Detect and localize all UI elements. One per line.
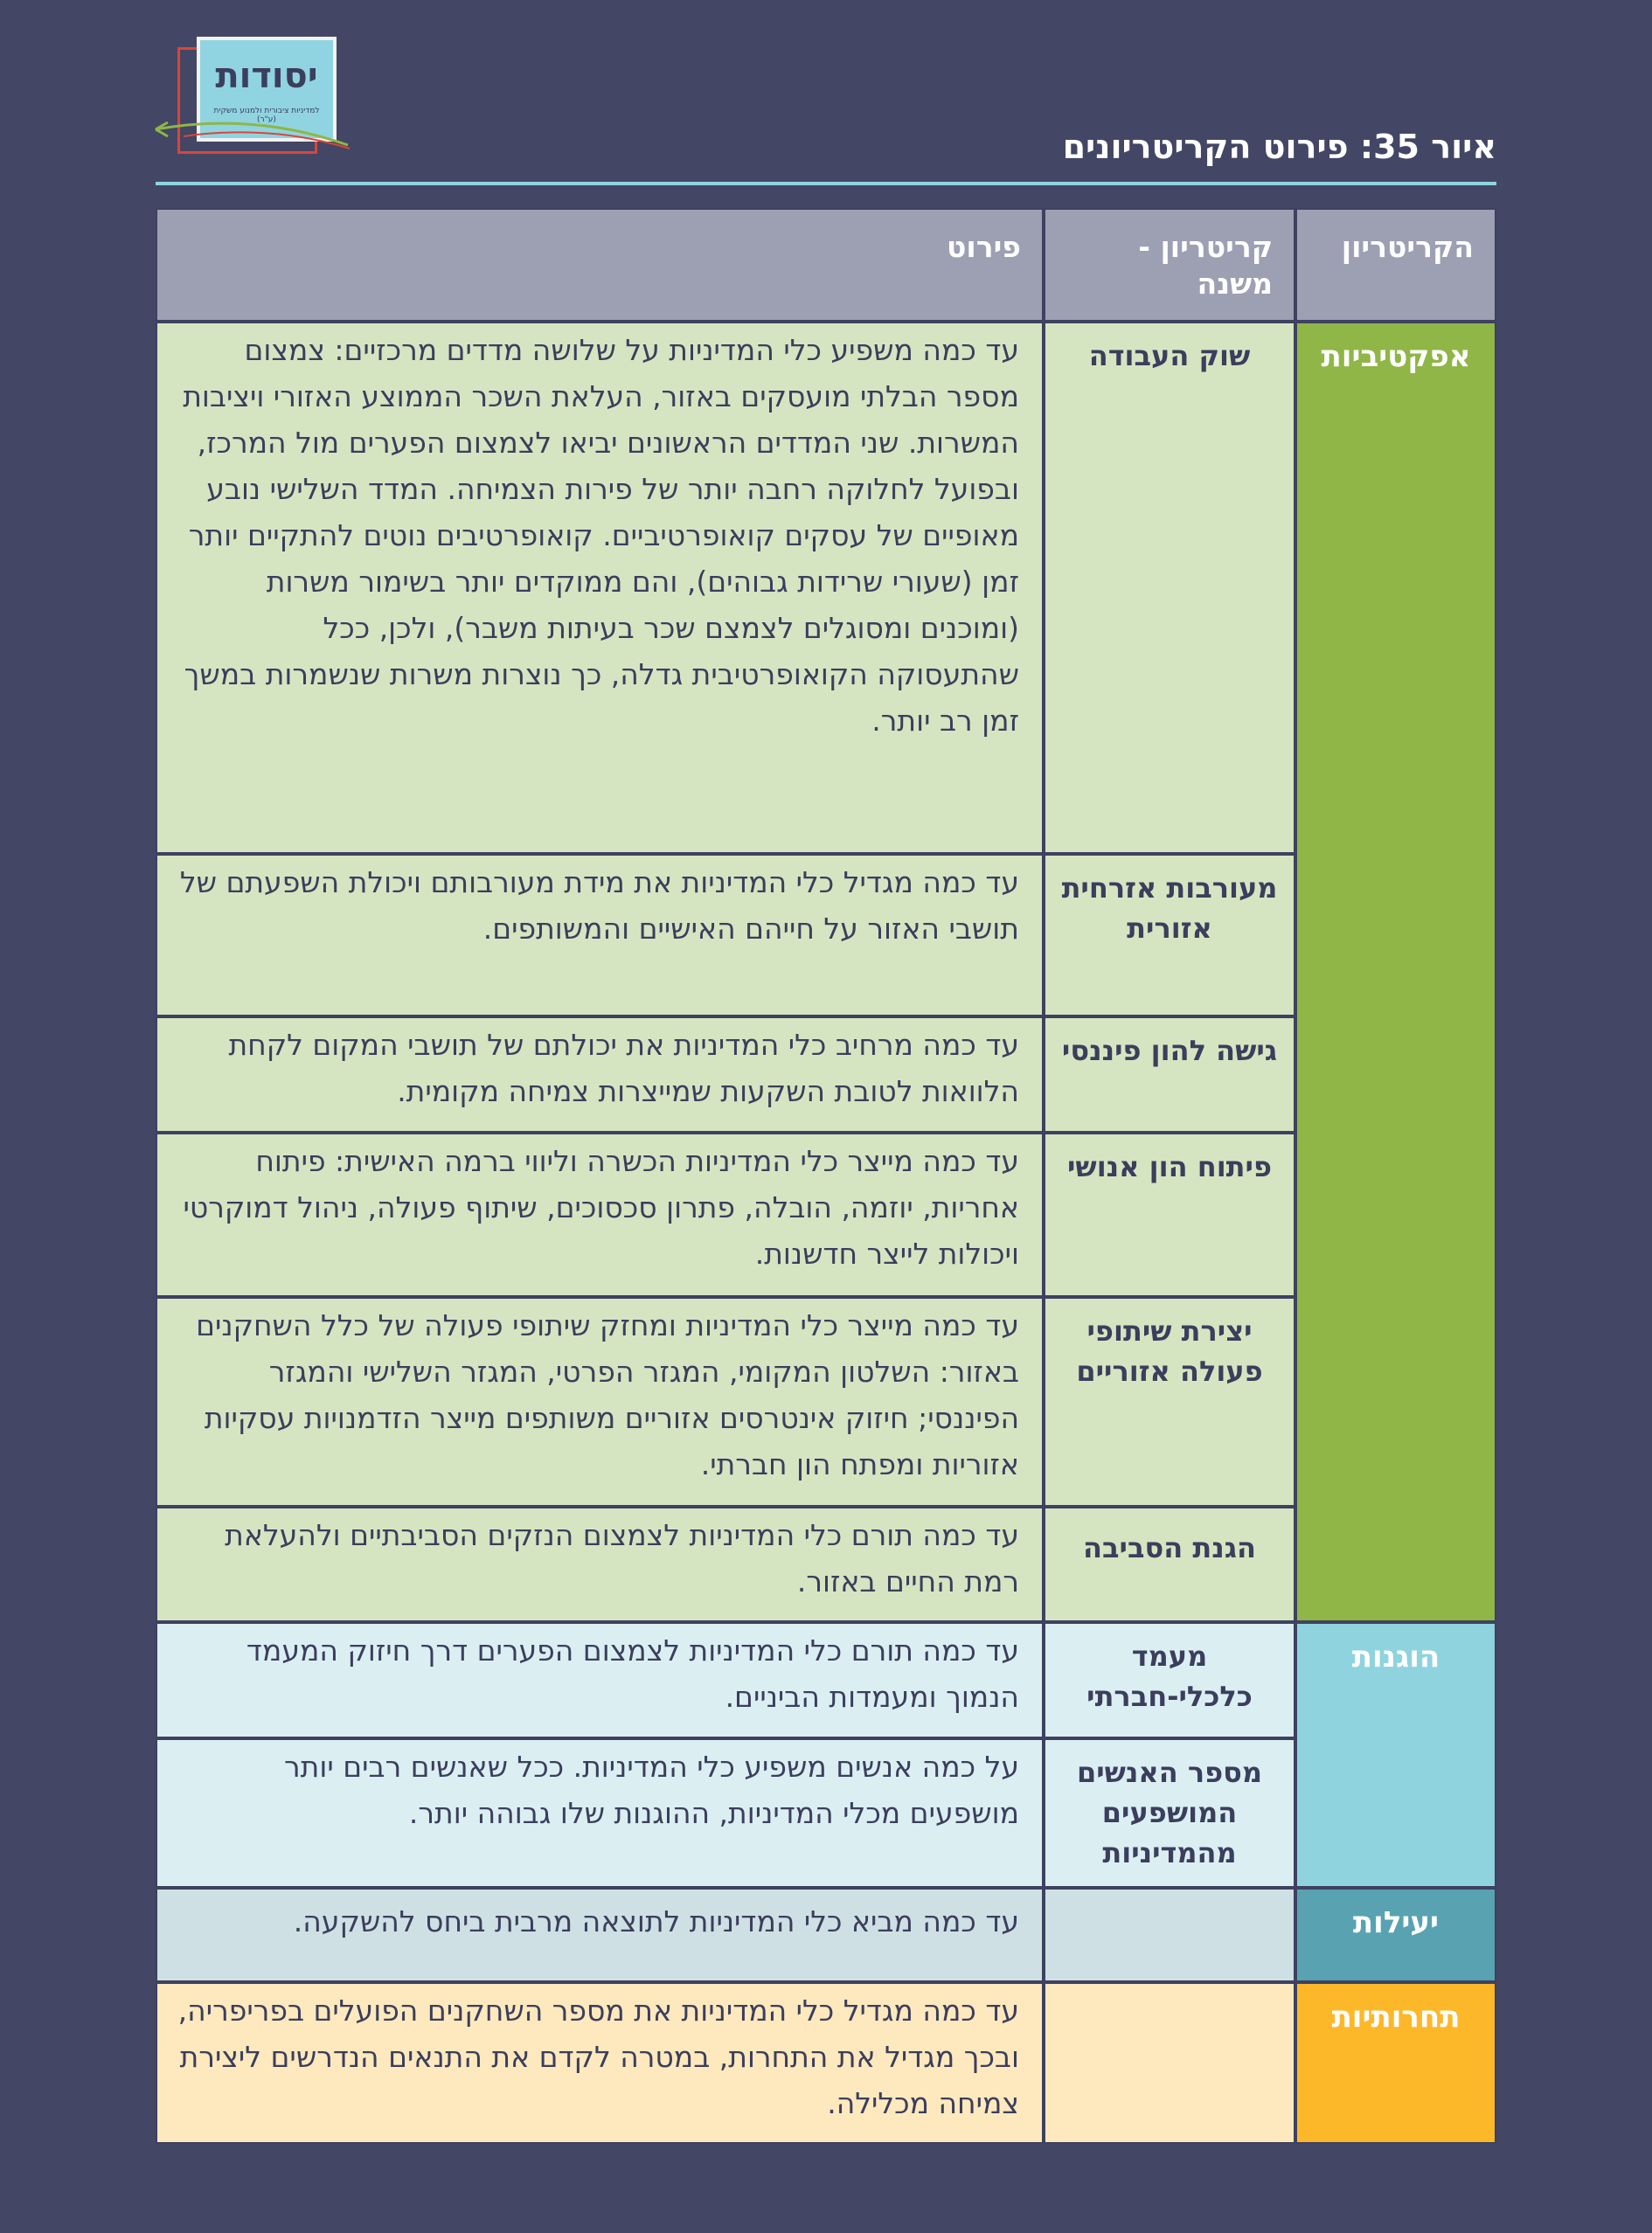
table-row	[156, 1133, 1295, 1297]
sub-criterion-cell: גישה להון פיננסי	[1044, 1016, 1295, 1133]
details-cell: עד כמה מגדיל כלי המדיניות את מידת מעורבותם ויכולת השפעתם של תושבי האזור על חייהם האישיים והמשותפים.	[156, 854, 1044, 1016]
header-criterion: הקריטריון	[1295, 208, 1496, 322]
table-header-row	[156, 208, 1496, 322]
details-cell: עד כמה תורם כלי המדיניות לצמצום הפערים דרך חיזוק המעמד הנמוך ומעמדות הביניים.	[156, 1622, 1044, 1738]
details-cell: עד כמה מרחיב כלי המדיניות את יכולתם של תושבי המקום לקחת הלוואות לטובת השקעות שמייצרות צמיחה מקומית.	[156, 1016, 1044, 1133]
criteria-table	[156, 208, 1496, 2144]
group-fairness	[156, 1622, 1496, 1888]
group-efficiency	[156, 1888, 1496, 1982]
logo-word: יסודות	[215, 56, 318, 96]
details-cell: עד כמה משפיע כלי המדיניות על שלושה מדדים מרכזיים: צמצום מספר הבלתי מועסקים באזור, העלאת השכר הממוצע האזורי ויציבות המשרות. שני המדדים הראשונים יביאו לצמצום הפערים מול המרכז, ובפועל לחלוקה רחבה יותר של פירות הצמיחה. המדד השלישי נובע מאופיים של עסקים קואופרטיביים. קואופרטיבים נוטים להתקיים יותר זמן (שעורי שרידות גבוהים), והם ממוקדים יותר בשימור משרות (ומוכנים ומסוגלים לצמצם שכר בעיתות משבר), ולכן, ככל שהתעסוקה הקואופרטיבית גדלה, כך נוצרות משרות שנשמרות במשך זמן רב יותר.	[156, 322, 1044, 854]
logo	[149, 37, 358, 159]
sub-criterion-cell: יצירת שיתופי פעולה אזוריים	[1044, 1297, 1295, 1507]
sub-criterion-cell: פיתוח הון אנושי	[1044, 1133, 1295, 1297]
criterion-effectiveness: אפקטיביות	[1295, 322, 1496, 1622]
table-row	[156, 1297, 1295, 1507]
sub-criterion-cell	[1044, 1888, 1295, 1982]
sub-criterion-cell: מעמד כלכלי-חברתי	[1044, 1622, 1295, 1738]
details-cell: על כמה אנשים משפיע כלי המדיניות. ככל שאנשים רבים יותר מושפעים מכלי המדיניות, ההוגנות שלו גבוהה יותר.	[156, 1738, 1044, 1888]
figure-title: איור 35: פירוט הקריטריונים	[1062, 128, 1496, 166]
details-cell: עד כמה מייצר כלי המדיניות ומחזק שיתופי פעולה של כלל השחקנים באזור: השלטון המקומי, המגזר הפרטי, המגזר השלישי והמגזר הפיננסי; חיזוק אינטרסים אזוריים משותפים מייצר הזדמנויות עסקיות אזוריות ומפתח הון חברתי.	[156, 1297, 1044, 1507]
table-row	[156, 1622, 1295, 1738]
criterion-competitiveness: תחרותיות	[1295, 1982, 1496, 2144]
title-divider	[156, 182, 1496, 185]
details-cell: עד כמה מייצר כלי המדיניות הכשרה וליווי ברמה האישית: פיתוח אחריות, יוזמה, הובלה, פתרון סכסוכים, שיתוף פעולה, ניהול דמוקרטי ויכולות לייצר חדשנות.	[156, 1133, 1044, 1297]
sub-criterion-cell: הגנת הסביבה	[1044, 1507, 1295, 1622]
criterion-fairness: הוגנות	[1295, 1622, 1496, 1888]
details-cell: עד כמה תורם כלי המדיניות לצמצום הנזקים הסביבתיים ולהעלאת רמת החיים באזור.	[156, 1507, 1044, 1622]
details-cell: עד כמה מביא כלי המדיניות לתוצאה מרבית ביחס להשקעה.	[156, 1888, 1044, 1982]
header-sub-criterion: קריטריון - משנה	[1044, 208, 1295, 322]
logo-arrow-icon	[149, 117, 358, 152]
group-effectiveness	[156, 322, 1496, 1622]
table-row	[156, 1738, 1295, 1888]
sub-criterion-cell: שוק העבודה	[1044, 322, 1295, 854]
sub-criterion-cell	[1044, 1982, 1295, 2144]
sub-criterion-cell: מספר האנשים המושפעים מהמדיניות	[1044, 1738, 1295, 1888]
table-row	[156, 854, 1295, 1016]
header-details: פירוט	[156, 208, 1044, 322]
group-competitiveness	[156, 1982, 1496, 2144]
details-cell: עד כמה מגדיל כלי המדיניות את מספר השחקנים הפועלים בפריפריה, ובכך מגדיל את התחרות, במטרה לקדם את התנאים הנדרשים ליצירת צמיחה מכלילה.	[156, 1982, 1044, 2144]
criterion-efficiency: יעילות	[1295, 1888, 1496, 1982]
sub-criterion-cell: מעורבות אזרחית אזורית	[1044, 854, 1295, 1016]
table-row	[156, 1507, 1295, 1622]
table-row	[156, 322, 1295, 854]
logo-tagline: למדיניות ציבורית ולמנוע משקית (ע"ר)	[213, 107, 320, 124]
table-row	[156, 1016, 1295, 1133]
